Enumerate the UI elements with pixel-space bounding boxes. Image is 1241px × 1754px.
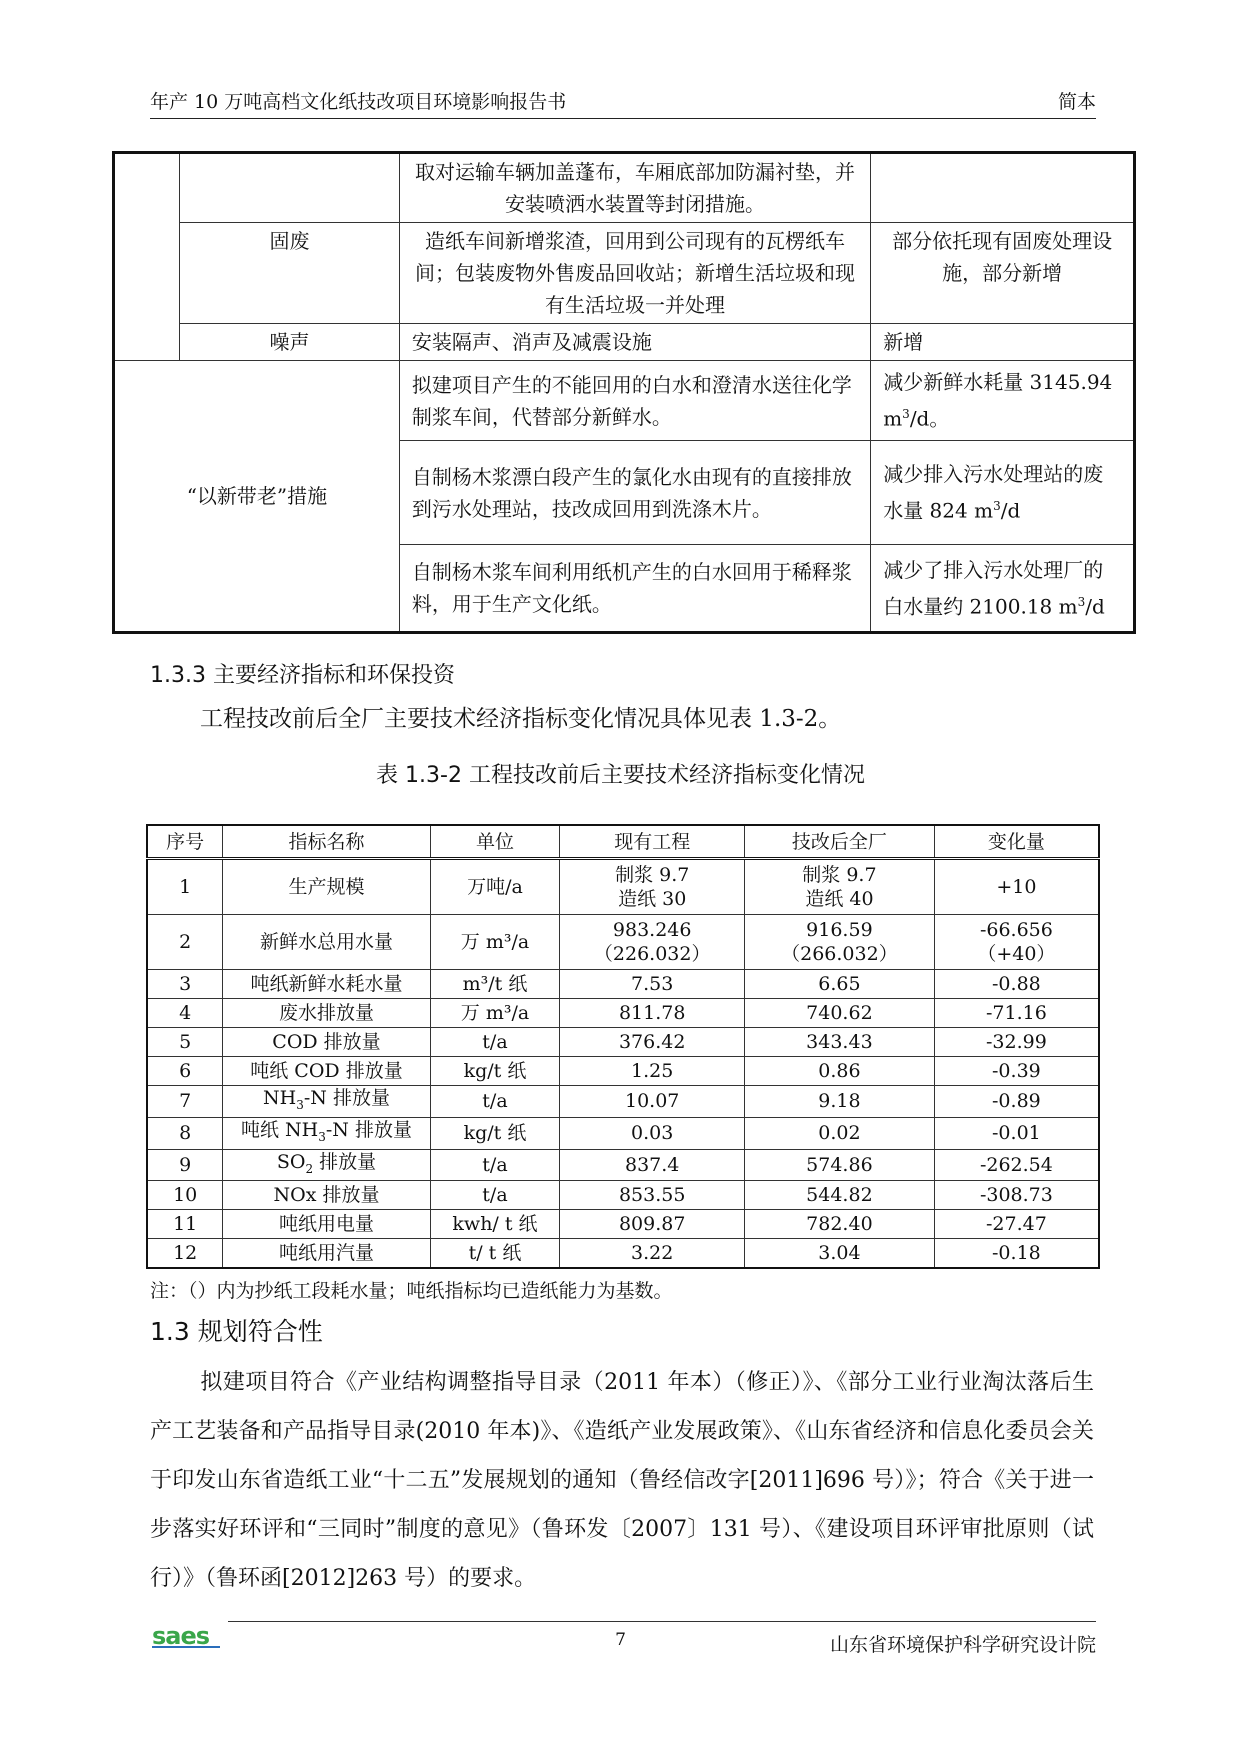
note-cell: 新增	[871, 324, 1135, 361]
footer-rule	[228, 1621, 1096, 1622]
measure-cell: 造纸车间新增浆渣，回用到公司现有的瓦楞纸车间；包装废物外售废品回收站；新增生活垃圾和现有生活垃圾一并处理	[399, 223, 870, 324]
table-row: 3 吨纸新鲜水耗水量 m³/t 纸 7.53 6.65 -0.88	[147, 970, 1099, 999]
note-cell: 减少了排入污水处理厂的白水量约 2100.18 $m^3/d$	[871, 545, 1135, 633]
note-cell: 减少排入污水处理站的废水量 824 $m^3/d$	[871, 441, 1135, 545]
section-paragraph: 拟建项目符合《产业结构调整指导目录（2011 年本）（修正）》、《部分工业行业淘汰落后生产工艺装备和产品指导目录(2010 年本)》、《造纸产业发展政策》、《山东省经济和信息化委员会关于印发山东省造纸工业“十二五”发展规划的通知（鲁经信改字[2011]696 号）》；符合《关于进一步落实好环评和“三同时”制度的意见》（鲁环发〔2007〕131 号）、《建设项目环评审批原则（试行）》（鲁环函[2012]263 号）的要求。	[150, 1370, 1094, 1591]
measure-cell: 取对运输车辆加盖蓬布，车厢底部加防漏衬垫，并安装喷洒水装置等封闭措施。	[399, 153, 870, 223]
table-row: 9 $SO_2$ 排放量 t/a 837.4 574.86 -262.54	[147, 1149, 1099, 1181]
header-cell: 变化量	[934, 825, 1099, 859]
item-cell: 固废	[180, 223, 400, 324]
measures-table	[112, 151, 1136, 634]
header-cell: 技改后全厂	[745, 825, 935, 859]
header-cell: 序号	[147, 825, 223, 859]
measure-cell: 安装隔声、消声及减震设施	[399, 324, 870, 361]
section-heading-1-3: 1.3 规划符合性	[150, 1317, 323, 1346]
page-number: 7	[615, 1630, 626, 1650]
report-title: 年产 10 万吨高档文化纸技改项目环境影响报告书	[150, 91, 567, 113]
edition-label: 简本	[1057, 91, 1096, 113]
section-paragraph: 工程技改前后全厂主要技术经济指标变化情况具体见表 1.3-2。	[200, 706, 842, 732]
table-row: 8 吨纸 $NH_3-N$ 排放量 kg/t 纸 0.03 0.02 -0.01	[147, 1117, 1099, 1149]
table-caption: 表 1.3-2 工程技改前后主要技术经济指标变化情况	[376, 763, 865, 788]
page-header	[150, 88, 1096, 119]
measure-cell: 自制杨木浆车间利用纸机产生的白水回用于稀释浆料，用于生产文化纸。	[399, 545, 870, 633]
table-row: 6 吨纸 COD 排放量 kg/t 纸 1.25 0.86 -0.39	[147, 1057, 1099, 1086]
empty-item-cell	[180, 153, 400, 223]
table-row: 12 吨纸用汽量 t/ t 纸 3.22 3.04 -0.18	[147, 1239, 1099, 1269]
note-cell: 部分依托现有固废处理设施，部分新增	[871, 223, 1135, 324]
header-cell: 现有工程	[560, 825, 745, 859]
table-header-row	[147, 825, 1099, 859]
measure-cell: 自制杨木浆漂白段产生的氯化水由现有的直接排放到污水处理站，技改成回用到洗涤木片。	[399, 441, 870, 545]
table-note: 注：（）内为抄纸工段耗水量；吨纸指标均已造纸能力为基数。	[150, 1280, 673, 1302]
empty-note-cell	[871, 153, 1135, 223]
header-cell: 指标名称	[223, 825, 430, 859]
indicator-table	[146, 824, 1100, 1269]
table-row: 5 COD 排放量 t/a 376.42 343.43 -32.99	[147, 1028, 1099, 1057]
svg-text:saes: saes	[152, 1624, 210, 1650]
measure-cell: 拟建项目产生的不能回用的白水和澄清水送往化学制浆车间，代替部分新鲜水。	[399, 361, 870, 441]
table-row: 10 NOx 排放量 t/a 853.55 544.82 -308.73	[147, 1181, 1099, 1210]
merged-category-cell	[114, 153, 180, 361]
note-cell: 减少新鲜水耗量 3145.94 $m^3/d$。	[871, 361, 1135, 441]
table-row: 2 新鲜水总用水量 万 m³/a 983.246 （226.032） 916.59 （266.032） -66.656 （+40）	[147, 915, 1099, 970]
table-row: 1 生产规模 万吨/a 制浆 9.7 造纸 30 制浆 9.7 造纸 40 +10	[147, 859, 1099, 915]
group-label-cell: “以新带老”措施	[114, 361, 400, 633]
table-row: 7 $NH_3-N$ 排放量 t/a 10.07 9.18 -0.89	[147, 1086, 1099, 1118]
item-cell: 噪声	[180, 324, 400, 361]
section-heading-1-3-3: 1.3.3 主要经济指标和环保投资	[150, 663, 455, 688]
table-row: 11 吨纸用电量 kwh/ t 纸 809.87 782.40 -27.47	[147, 1210, 1099, 1239]
table-row: 4 废水排放量 万 m³/a 811.78 740.62 -71.16	[147, 999, 1099, 1028]
organization-name: 山东省环境保护科学研究设计院	[829, 1634, 1096, 1656]
header-cell: 单位	[430, 825, 560, 859]
